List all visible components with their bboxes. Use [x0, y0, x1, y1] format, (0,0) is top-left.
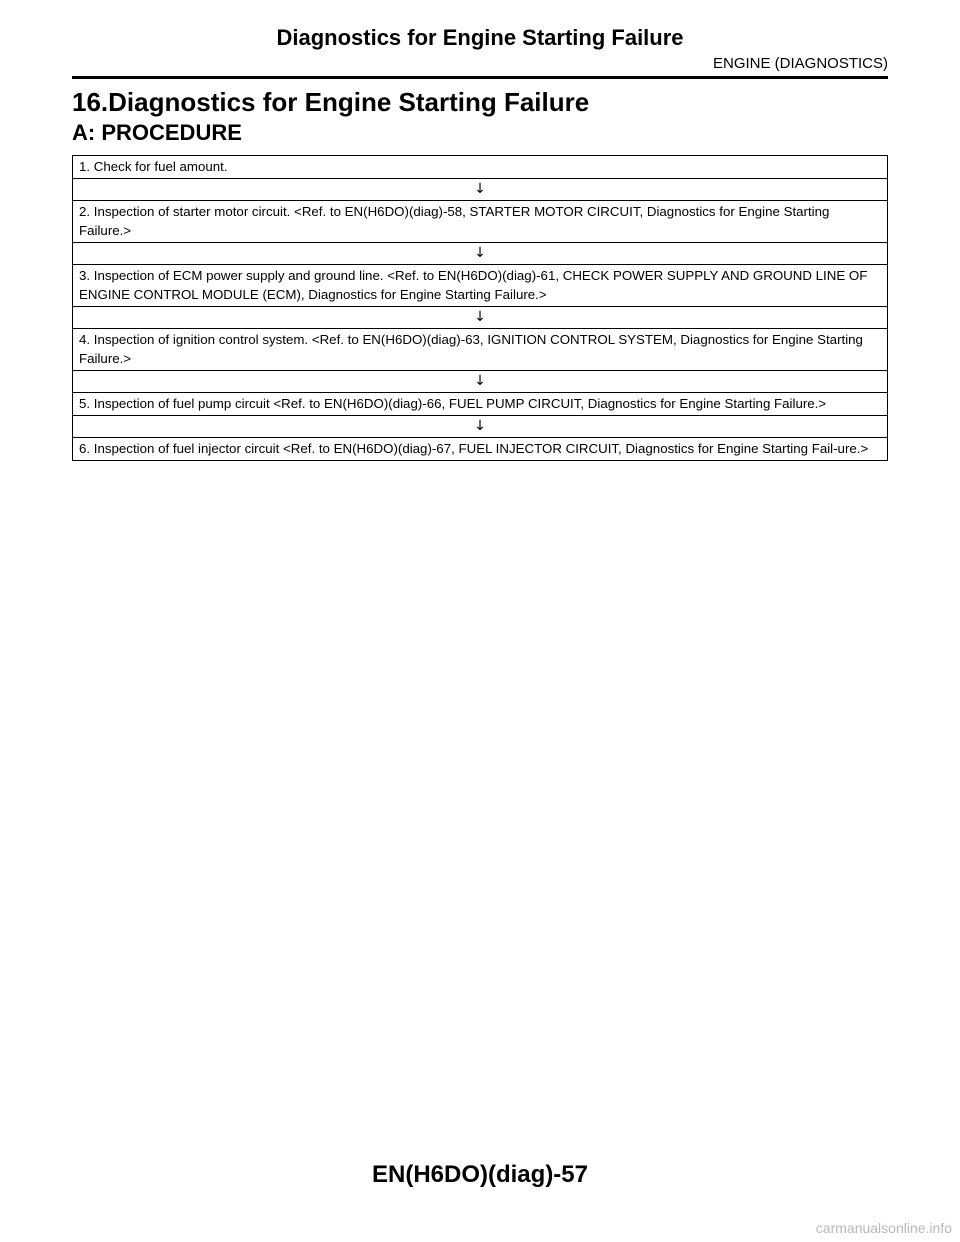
- flow-arrow-row: [73, 243, 888, 265]
- down-arrow-icon: ↓: [73, 243, 888, 265]
- procedure-step-row: [73, 156, 888, 179]
- page-header-title: Diagnostics for Engine Starting Failure: [276, 25, 684, 50]
- procedure-heading: A: PROCEDURE: [72, 120, 242, 145]
- procedure-step-2: 2. Inspection of starter motor circuit. <Ref. to EN(H6DO)(diag)-58, STARTER MOTOR CIRCUIT, Diagnostics for Engine Starting Failure.>: [73, 201, 888, 243]
- procedure-flow-table: [72, 155, 888, 461]
- procedure-step-row: [73, 329, 888, 371]
- section-heading: 16.Diagnostics for Engine Starting Failure: [72, 87, 590, 117]
- procedure-step-row: [73, 201, 888, 243]
- procedure-step-3: 3. Inspection of ECM power supply and ground line. <Ref. to EN(H6DO)(diag)-61, CHECK POWER SUPPLY AND GROUND LINE OF ENGINE CONTROL MODULE (ECM), Diagnostics for Engine Starting Failure.>: [73, 265, 888, 307]
- down-arrow-icon: ↓: [73, 416, 888, 438]
- header-divider: [72, 76, 888, 79]
- page-number: EN(H6DO)(diag)-57: [371, 1161, 588, 1188]
- watermark: carmanualsonline.info: [815, 1220, 952, 1236]
- procedure-step-row: [73, 393, 888, 416]
- flow-arrow-row: [73, 371, 888, 393]
- down-arrow-icon: ↓: [73, 371, 888, 393]
- procedure-step-row: [73, 438, 888, 461]
- down-arrow-icon: ↓: [73, 179, 888, 201]
- procedure-step-6: 6. Inspection of fuel injector circuit <Ref. to EN(H6DO)(diag)-67, FUEL INJECTOR CIRCUIT, Diagnostics for Engine Starting Fail-ure.>: [73, 438, 888, 461]
- procedure-step-5: 5. Inspection of fuel pump circuit <Ref. to EN(H6DO)(diag)-66, FUEL PUMP CIRCUIT, Diagnostics for Engine Starting Failure.>: [73, 393, 888, 416]
- flow-arrow-row: [73, 416, 888, 438]
- procedure-step-4: 4. Inspection of ignition control system. <Ref. to EN(H6DO)(diag)-63, IGNITION CONTROL SYSTEM, Diagnostics for Engine Starting Failure.>: [73, 329, 888, 371]
- procedure-step-row: [73, 265, 888, 307]
- flow-arrow-row: [73, 179, 888, 201]
- flow-arrow-row: [73, 307, 888, 329]
- down-arrow-icon: ↓: [73, 307, 888, 329]
- procedure-step-1: 1. Check for fuel amount.: [73, 156, 888, 179]
- section-label: ENGINE (DIAGNOSTICS): [712, 55, 888, 72]
